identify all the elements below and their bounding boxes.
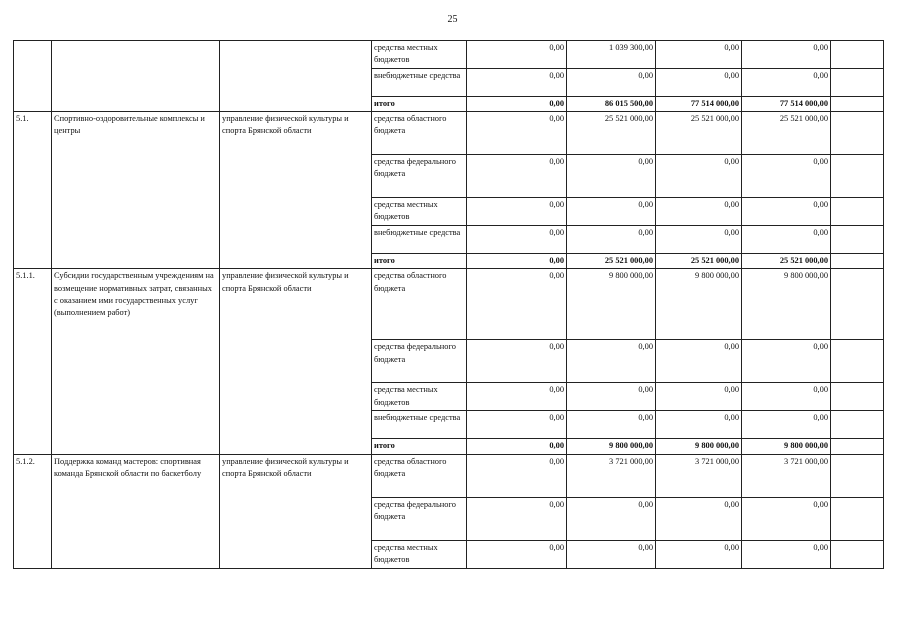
cell-code — [14, 41, 52, 112]
cell-funding-source: внебюджетные средства — [372, 411, 467, 439]
cell-amount-4: 9 800 000,00 — [742, 439, 831, 454]
cell-funding-source: средства местных бюджетов — [372, 198, 467, 226]
cell-amount-3: 0,00 — [656, 383, 742, 411]
cell-funding-source: средства областного бюджета — [372, 269, 467, 340]
cell-executor: управление физической культуры и спорта Брянской области — [220, 454, 372, 568]
cell-amount-2: 0,00 — [567, 340, 656, 383]
cell-extra — [831, 454, 884, 497]
cell-funding-source: средства федерального бюджета — [372, 497, 467, 540]
cell-amount-4: 0,00 — [742, 198, 831, 226]
cell-amount-2: 9 800 000,00 — [567, 269, 656, 340]
cell-amount-2: 25 521 000,00 — [567, 112, 656, 155]
cell-amount-3: 0,00 — [656, 198, 742, 226]
cell-amount-1: 0,00 — [467, 411, 567, 439]
cell-amount-4: 0,00 — [742, 226, 831, 254]
cell-funding-source: внебюджетные средства — [372, 69, 467, 97]
cell-amount-2: 0,00 — [567, 198, 656, 226]
cell-amount-2: 0,00 — [567, 540, 656, 568]
cell-amount-3: 9 800 000,00 — [656, 269, 742, 340]
cell-extra — [831, 41, 884, 69]
cell-amount-2: 0,00 — [567, 411, 656, 439]
cell-extra — [831, 112, 884, 155]
cell-amount-1: 0,00 — [467, 198, 567, 226]
cell-amount-4: 25 521 000,00 — [742, 254, 831, 269]
cell-amount-4: 0,00 — [742, 383, 831, 411]
cell-amount-3: 77 514 000,00 — [656, 97, 742, 112]
cell-extra — [831, 540, 884, 568]
cell-amount-4: 25 521 000,00 — [742, 112, 831, 155]
cell-amount-2: 0,00 — [567, 226, 656, 254]
cell-amount-3: 0,00 — [656, 69, 742, 97]
cell-amount-1: 0,00 — [467, 69, 567, 97]
cell-amount-3: 3 721 000,00 — [656, 454, 742, 497]
cell-amount-1: 0,00 — [467, 383, 567, 411]
cell-amount-2: 0,00 — [567, 383, 656, 411]
cell-amount-2: 0,00 — [567, 497, 656, 540]
cell-name: Спортивно-оздоровительные комплексы и центры — [52, 112, 220, 269]
cell-amount-4: 0,00 — [742, 497, 831, 540]
page-number: 25 — [447, 14, 458, 25]
cell-extra — [831, 226, 884, 254]
cell-extra — [831, 198, 884, 226]
table-body — [14, 41, 884, 569]
cell-amount-2: 9 800 000,00 — [567, 439, 656, 454]
table-row — [14, 454, 884, 497]
cell-amount-4: 0,00 — [742, 41, 831, 69]
cell-extra — [831, 97, 884, 112]
cell-amount-3: 25 521 000,00 — [656, 254, 742, 269]
cell-amount-3: 0,00 — [656, 41, 742, 69]
cell-funding-source: итого — [372, 97, 467, 112]
cell-amount-1: 0,00 — [467, 454, 567, 497]
cell-code: 5.1.2. — [14, 454, 52, 568]
cell-extra — [831, 340, 884, 383]
cell-amount-4: 0,00 — [742, 340, 831, 383]
cell-amount-4: 0,00 — [742, 540, 831, 568]
cell-code: 5.1. — [14, 112, 52, 269]
cell-amount-1: 0,00 — [467, 340, 567, 383]
cell-amount-1: 0,00 — [467, 112, 567, 155]
cell-amount-1: 0,00 — [467, 439, 567, 454]
cell-amount-3: 0,00 — [656, 540, 742, 568]
cell-amount-2: 3 721 000,00 — [567, 454, 656, 497]
cell-extra — [831, 383, 884, 411]
cell-amount-3: 25 521 000,00 — [656, 112, 742, 155]
cell-amount-2: 1 039 300,00 — [567, 41, 656, 69]
cell-amount-4: 9 800 000,00 — [742, 269, 831, 340]
cell-extra — [831, 69, 884, 97]
cell-amount-4: 77 514 000,00 — [742, 97, 831, 112]
cell-name: Поддержка команд мастеров: спортивная команда Брянской области по баскетболу — [52, 454, 220, 568]
cell-amount-4: 0,00 — [742, 411, 831, 439]
cell-amount-2: 86 015 500,00 — [567, 97, 656, 112]
cell-funding-source: средства областного бюджета — [372, 454, 467, 497]
cell-executor: управление физической культуры и спорта Брянской области — [220, 112, 372, 269]
cell-code: 5.1.1. — [14, 269, 52, 454]
cell-amount-1: 0,00 — [467, 540, 567, 568]
cell-extra — [831, 155, 884, 198]
cell-name — [52, 41, 220, 112]
cell-amount-1: 0,00 — [467, 97, 567, 112]
cell-amount-3: 0,00 — [656, 411, 742, 439]
cell-extra — [831, 269, 884, 340]
cell-amount-3: 0,00 — [656, 155, 742, 198]
cell-amount-1: 0,00 — [467, 155, 567, 198]
cell-amount-1: 0,00 — [467, 269, 567, 340]
table-row — [14, 269, 884, 340]
cell-executor — [220, 41, 372, 112]
cell-amount-1: 0,00 — [467, 497, 567, 540]
cell-funding-source: средства федерального бюджета — [372, 155, 467, 198]
cell-funding-source: средства местных бюджетов — [372, 41, 467, 69]
cell-amount-3: 9 800 000,00 — [656, 439, 742, 454]
cell-amount-3: 0,00 — [656, 226, 742, 254]
cell-amount-3: 0,00 — [656, 340, 742, 383]
cell-amount-1: 0,00 — [467, 226, 567, 254]
cell-amount-2: 0,00 — [567, 69, 656, 97]
cell-funding-source: средства федерального бюджета — [372, 340, 467, 383]
cell-extra — [831, 254, 884, 269]
cell-name: Субсидии государственным учреждениям на возмещение нормативных затрат, связанных с оказанием ими государственных услуг (выполнением работ) — [52, 269, 220, 454]
cell-extra — [831, 497, 884, 540]
cell-amount-1: 0,00 — [467, 41, 567, 69]
cell-extra — [831, 411, 884, 439]
cell-funding-source: итого — [372, 254, 467, 269]
cell-extra — [831, 439, 884, 454]
cell-amount-1: 0,00 — [467, 254, 567, 269]
cell-amount-2: 25 521 000,00 — [567, 254, 656, 269]
cell-amount-2: 0,00 — [567, 155, 656, 198]
cell-amount-4: 0,00 — [742, 155, 831, 198]
table-row — [14, 41, 884, 69]
table-row — [14, 112, 884, 155]
cell-funding-source: итого — [372, 439, 467, 454]
cell-funding-source: внебюджетные средства — [372, 226, 467, 254]
budget-table — [13, 40, 884, 569]
cell-amount-4: 3 721 000,00 — [742, 454, 831, 497]
cell-amount-3: 0,00 — [656, 497, 742, 540]
cell-funding-source: средства местных бюджетов — [372, 383, 467, 411]
cell-executor: управление физической культуры и спорта Брянской области — [220, 269, 372, 454]
cell-funding-source: средства местных бюджетов — [372, 540, 467, 568]
cell-funding-source: средства областного бюджета — [372, 112, 467, 155]
cell-amount-4: 0,00 — [742, 69, 831, 97]
